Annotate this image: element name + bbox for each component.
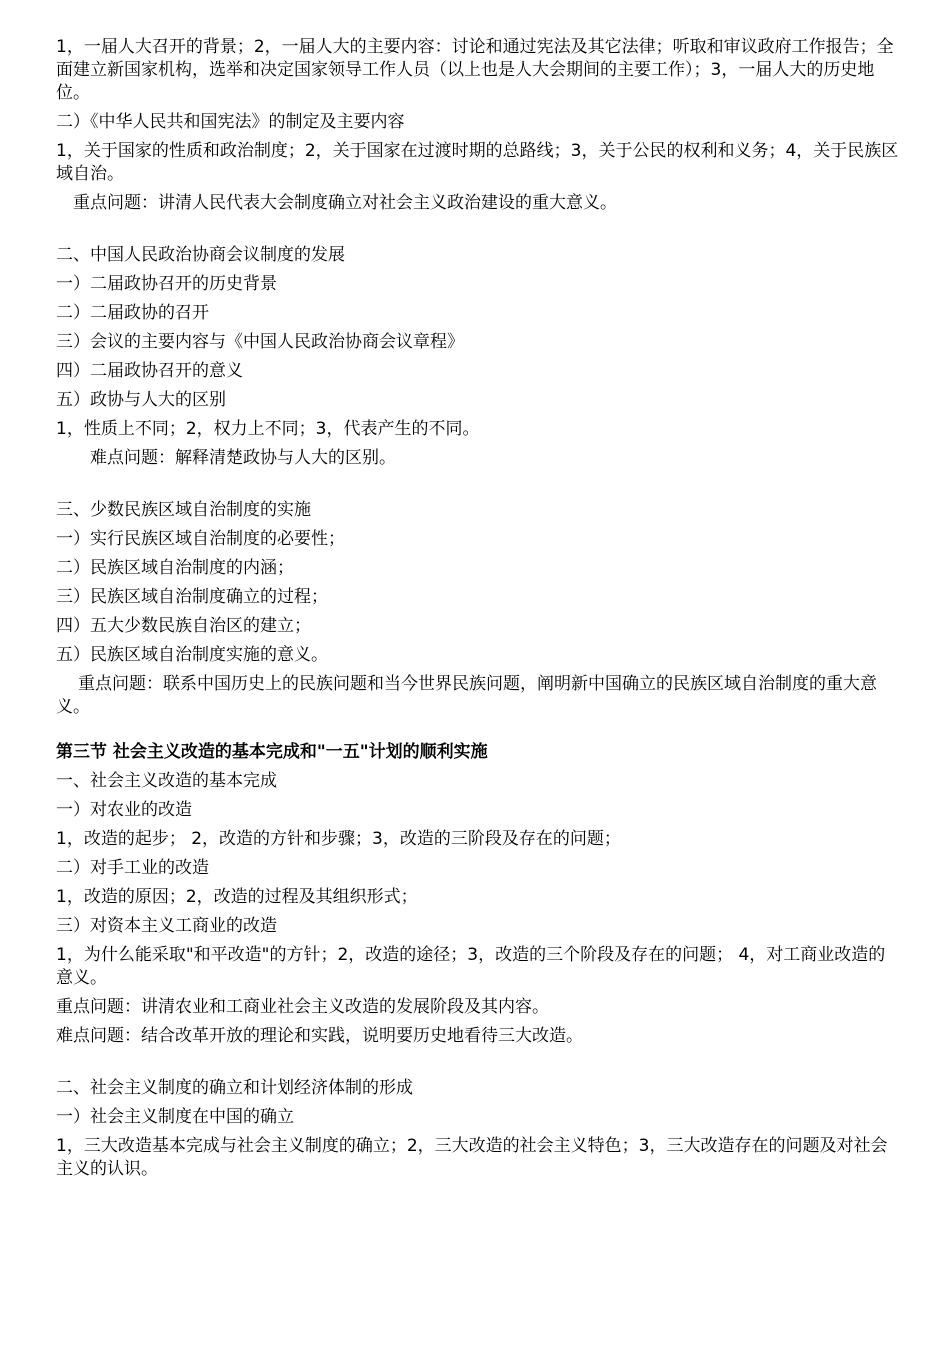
- subheading-cppcc-difference: 五）政协与人大的区别: [56, 390, 226, 410]
- subheading-constitution: 二）《中华人民共和国宪法》的制定及主要内容: [56, 112, 405, 132]
- subheading-agriculture: 一）对农业的改造: [56, 800, 192, 820]
- paragraph-system-items: 1，三大改造基本完成与社会主义制度的确立；2，三大改造的社会主义特色；3，三大改造存在的问题及对社会主义的认识。: [56, 1136, 888, 1179]
- document-page: [56, 36, 901, 1187]
- section-title-3: 第三节 社会主义改造的基本完成和"一五"计划的顺利实施: [56, 742, 488, 762]
- difficult-issue-transformation: 难点问题：结合改革开放的理论和实践，说明要历史地看待三大改造。: [56, 1026, 583, 1046]
- subheading-autonomy-regions: 四）五大少数民族自治区的建立；: [56, 616, 311, 636]
- subheading-cppcc-background: 一）二届政协召开的历史背景: [56, 274, 277, 294]
- paragraph-constitution-items: 1，关于国家的性质和政治制度；2，关于国家在过渡时期的总路线；3，关于公民的权利和义务；4，关于民族区域自治。: [56, 141, 899, 184]
- paragraph-npc-items: 1，一届人大召开的背景；2，一届人大的主要内容：讨论和通过宪法及其它法律；听取和审议政府工作报告；全面建立新国家机构，选举和决定国家领导工作人员（以上也是人大会期间的主要工作）；3，一届人大的历史地位。: [56, 37, 894, 103]
- spacer: [56, 476, 901, 499]
- key-issue-transformation: 重点问题：讲清农业和工商业社会主义改造的发展阶段及其内容。: [56, 997, 549, 1017]
- subheading-handicraft: 二）对手工业的改造: [56, 858, 209, 878]
- subheading-autonomy-significance: 五）民族区域自治制度实施的意义。: [56, 645, 328, 665]
- heading-socialist-system: 二、社会主义制度的确立和计划经济体制的形成: [56, 1078, 413, 1098]
- heading-autonomy: 三、少数民族区域自治制度的实施: [56, 500, 311, 520]
- subheading-system-established: 一）社会主义制度在中国的确立: [56, 1107, 294, 1127]
- heading-transformation: 一、社会主义改造的基本完成: [56, 771, 277, 791]
- paragraph-difference-items: 1，性质上不同；2，权力上不同；3，代表产生的不同。: [56, 419, 480, 439]
- key-issue-npc: 重点问题：讲清人民代表大会制度确立对社会主义政治建设的重大意义。: [73, 193, 617, 213]
- paragraph-capitalist-items: 1，为什么能采取"和平改造"的方针；2，改造的途径；3，改造的三个阶段及存在的问题； 4，对工商业改造的意义。: [56, 945, 886, 988]
- spacer: [56, 221, 901, 244]
- difficult-issue-cppcc: 难点问题：解释清楚政协与人大的区别。: [90, 448, 396, 468]
- subheading-autonomy-process: 三）民族区域自治制度确立的过程；: [56, 587, 328, 607]
- paragraph-agriculture-items: 1，改造的起步； 2，改造的方针和步骤；3，改造的三阶段及存在的问题；: [56, 829, 621, 849]
- paragraph-handicraft-items: 1，改造的原因；2，改造的过程及其组织形式；: [56, 887, 418, 907]
- subheading-cppcc-significance: 四）二届政协召开的意义: [56, 361, 243, 381]
- key-issue-autonomy: 重点问题：联系中国历史上的民族问题和当今世界民族问题，阐明新中国确立的民族区域自治制度的重大意义。: [56, 674, 877, 717]
- subheading-capitalist-industry: 三）对资本主义工商业的改造: [56, 916, 277, 936]
- spacer: [56, 725, 901, 741]
- subheading-autonomy-meaning: 二）民族区域自治制度的内涵；: [56, 558, 294, 578]
- heading-cppcc: 二、中国人民政治协商会议制度的发展: [56, 245, 345, 265]
- subheading-cppcc-convening: 二）二届政协的召开: [56, 303, 209, 323]
- subheading-cppcc-content: 三）会议的主要内容与《中国人民政治协商会议章程》: [56, 332, 464, 352]
- subheading-autonomy-necessity: 一）实行民族区域自治制度的必要性；: [56, 529, 345, 549]
- spacer: [56, 1054, 901, 1077]
